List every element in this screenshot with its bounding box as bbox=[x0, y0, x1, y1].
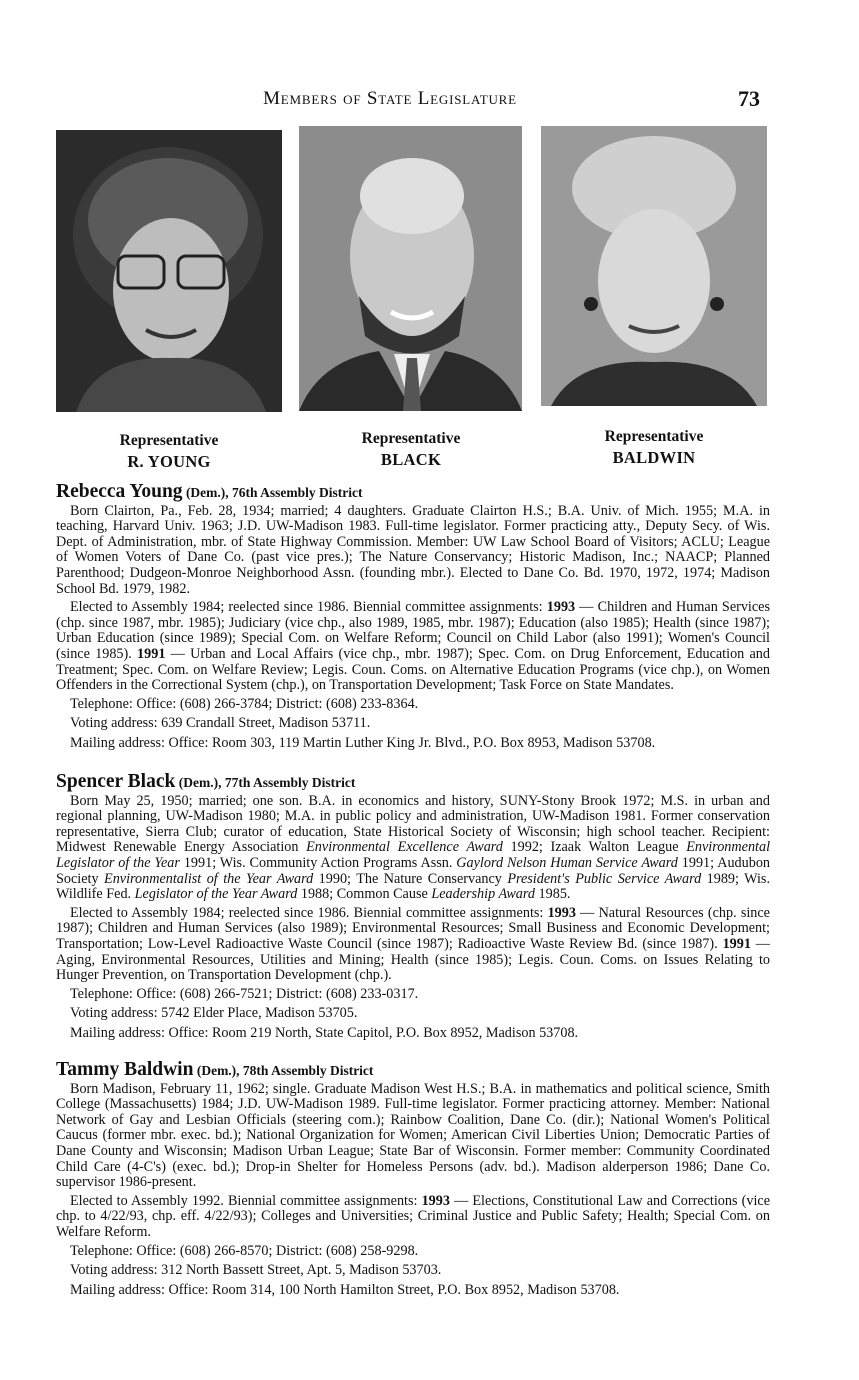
member-committees: Elected to Assembly 1992. Biennial committee assignments: 1993 — Elections, Constitutional Law and Corrections (vice chp. to 4/22/93, chp. eff. 4/22/93); Colleges and Universities; Criminal Justice and Public Safety; Health; Special Com. on Welfare Reform. bbox=[56, 1192, 770, 1240]
caption-title: Representative bbox=[361, 430, 461, 447]
member-district: (Dem.), 77th Assembly District bbox=[175, 775, 356, 790]
member-biography: Born Clairton, Pa., Feb. 28, 1934; married; 4 daughters. Graduate Clairton H.S.; B.A. Univ. of Mich. 1955; M.A. in teaching, Harvard Univ. 1963; J.D. UW-Madison 1983. Full-time legislator. Former practicing atty., Deputy Secy. of Wis. Dept. of Administration, mbr. of State Highway Commission. Member: UW Law School Board of Visitors; ACLU; League of Women Voters of Dane Co. (past vice pres.); The Nature Conservancy; Historic Madison, Inc.; NAACP; Planned Parenthood; Dudgeon-Monroe Neighborhood Assn. (founding mbr.). Elected to Dane Co. Bd. 1970, 1972, 1974; Madison School Bd. 1979, 1982. bbox=[56, 502, 770, 597]
member-voting-address: Voting address: 312 North Bassett Street, Apt. 5, Madison 53703. bbox=[70, 1262, 442, 1279]
caption-name: BLACK bbox=[380, 450, 442, 469]
member-voting-address: Voting address: 5742 Elder Place, Madison 53705. bbox=[70, 1005, 358, 1022]
photo-black bbox=[299, 126, 522, 411]
member-committees: Elected to Assembly 1984; reelected since 1986. Biennial committee assignments: 1993 — Children and Human Services (chp. since 1987, mbr. 1985); Judiciary (vice chp., also 1989, 1985, mbr. 1987); Education (also 1985); Health (since 1987); Urban Education (since 1989); Special Com. on Welfare Reform; Council on Child Labor (also 1991); Women's Council (since 1985). 1991 — Urban and Local Affairs (vice chp., mbr. 1987); Spec. Com. on Drug Enforcement, Education and Treatment; Spec. Com. on Welfare Review; Legis. Coun. Coms. on Alternative Education Programs (vice chp.), on Women Offenders in the Correctional System (chp.), on Transportation Development; Task Force on State Mandates. bbox=[56, 599, 770, 694]
caption-title: Representative bbox=[604, 428, 704, 445]
caption-black bbox=[298, 428, 524, 470]
caption-baldwin bbox=[541, 426, 767, 468]
member-district: (Dem.), 78th Assembly District bbox=[193, 1063, 374, 1078]
photo-young bbox=[56, 130, 282, 412]
member-telephone: Telephone: Office: (608) 266-3784; District: (608) 233-8364. bbox=[70, 695, 419, 712]
member-baldwin bbox=[56, 1059, 770, 1302]
member-committees: Elected to Assembly 1984; reelected since 1986. Biennial committee assignments: 1993 — Natural Resources (chp. since 1987); Children and Human Services (also 1989); Environmental Resources; Small Business and Economic Development; Transportation; Low-Level Radioactive Waste Council (since 1987); Radioactive Waste Review Bd. (since 1987). 1991 — Aging, Environmental Resources, Utilities and Mining; Health (since 1985); Legis. Coun. Coms. on Issues Relating to Hunger Prevention, on Transportation Development (chp.). bbox=[56, 904, 770, 984]
member-mailing-address: Mailing address: Office: Room 303, 119 Martin Luther King Jr. Blvd., P.O. Box 8953, Madison 53708. bbox=[70, 734, 656, 751]
member-name: Spencer Black bbox=[56, 771, 176, 792]
member-mailing-address: Mailing address: Office: Room 314, 100 North Hamilton Street, P.O. Box 8952, Madison 53708. bbox=[70, 1281, 620, 1298]
member-name: Rebecca Young bbox=[56, 481, 183, 502]
page-number: 73 bbox=[738, 86, 760, 111]
caption-title: Representative bbox=[119, 432, 219, 449]
member-heading bbox=[56, 1059, 770, 1080]
member-telephone: Telephone: Office: (608) 266-8570; District: (608) 258-9298. bbox=[70, 1242, 419, 1259]
member-black bbox=[56, 771, 771, 1046]
member-biography: Born Madison, February 11, 1962; single. Graduate Madison West H.S.; B.A. in mathematics and political science, Smith College (Massachusetts) 1984; J.D. UW-Madison 1989. Full-time legislator. Former practicing attorney. Member: National Network of Gay and Lesbian Officials (steering com.); Rainbow Coalition, Dane Co. (dir.); National Women's Political Caucus (former mbr. exec. bd.); National Organization for Women; American Civil Liberties Union; Democratic Parties of Dane County and Wisconsin; Madison Urban League; State Bar of Wisconsin. Former member: Community Coordinated Child Care (4-C's) (exec. bd.); Drop-in Shelter for Homeless Persons (adv. bd.). Madison alderperson 1986; Dane Co. supervisor 1986-present. bbox=[56, 1080, 770, 1191]
member-name: Tammy Baldwin bbox=[56, 1059, 194, 1080]
running-title: Members of State Legislature bbox=[263, 88, 517, 109]
member-heading bbox=[56, 771, 770, 792]
page-header bbox=[0, 88, 859, 116]
caption-young bbox=[56, 430, 282, 472]
member-biography: Born May 25, 1950; married; one son. B.A. in economics and history, SUNY-Stony Brook 1972; M.S. in urban and regional planning, UW-Madison 1980; M.A. in public policy and administration, UW-Madison 1981. Former conservation representative, Sierra Club; curator of education, State Historical Society of Wisconsin; high school teacher. Recipient: Midwest Renewable Energy Association Environmental Excellence Award 1992; Izaak Walton League Environmental Legislator of the Year 1991; Wis. Community Action Programs Assn. Gaylord Nelson Human Service Award 1991; Audubon Society Environmentalist of the Year Award 1990; The Nature Conservancy President's Public Service Award 1989; Wis. Wildlife Fed. Legislator of the Year Award 1988; Common Cause Leadership Award 1985. bbox=[56, 792, 771, 903]
member-heading bbox=[56, 481, 770, 502]
member-young bbox=[56, 481, 770, 756]
caption-name: R. YOUNG bbox=[127, 452, 211, 471]
caption-name: BALDWIN bbox=[612, 448, 696, 467]
member-mailing-address: Mailing address: Office: Room 219 North, State Capitol, P.O. Box 8952, Madison 53708. bbox=[70, 1024, 579, 1041]
photo-baldwin bbox=[541, 126, 767, 406]
member-district: (Dem.), 76th Assembly District bbox=[182, 485, 363, 500]
member-voting-address: Voting address: 639 Crandall Street, Madison 53711. bbox=[70, 715, 371, 732]
member-telephone: Telephone: Office: (608) 266-7521; District: (608) 233-0317. bbox=[70, 985, 419, 1002]
